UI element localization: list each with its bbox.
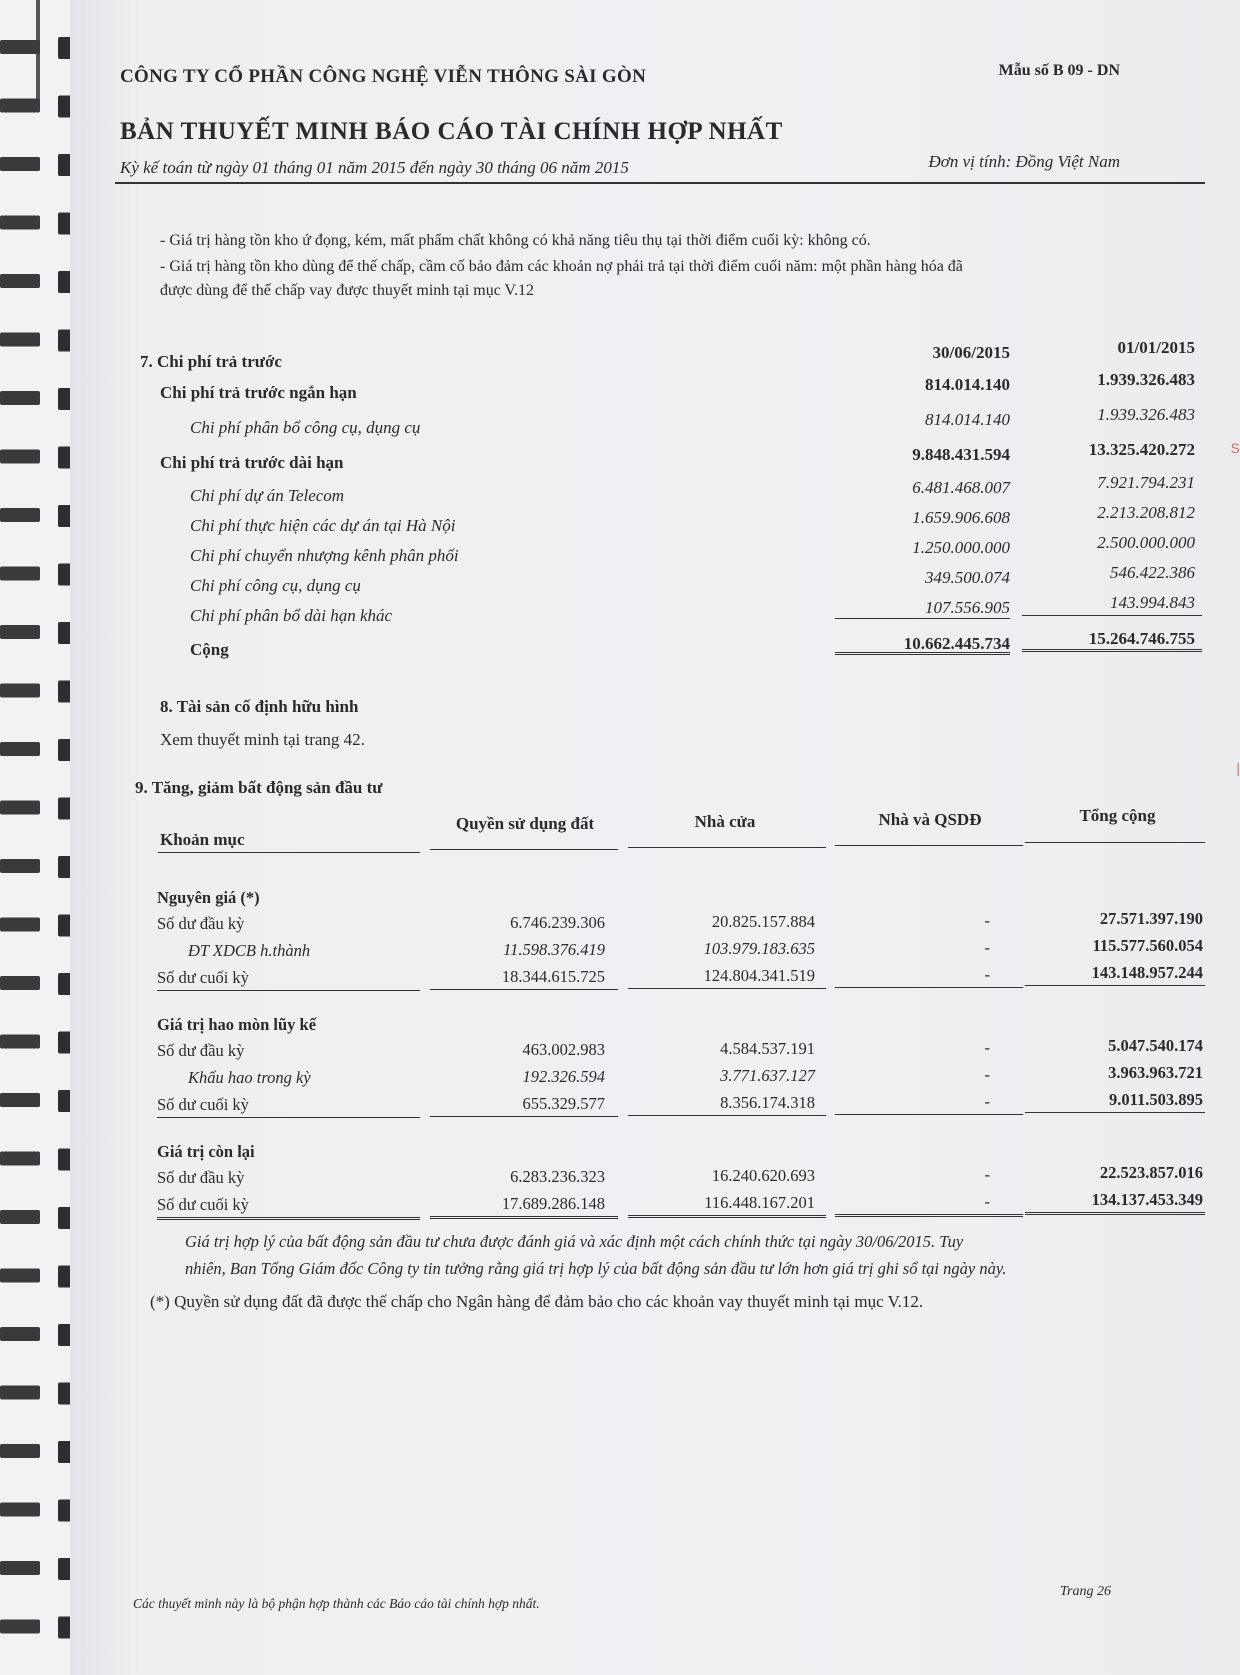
s7-row-value-1: 107.556.905 bbox=[925, 598, 1010, 617]
s9-cell: 17.689.286.148 bbox=[501, 1194, 605, 1213]
binding-ring bbox=[0, 1035, 40, 1049]
s7-row-label: Chi phí chuyển nhượng kênh phân phối bbox=[190, 546, 459, 565]
binding-ring bbox=[0, 274, 40, 288]
s9-cell: 463.002.983 bbox=[522, 1040, 605, 1059]
binding-ring bbox=[0, 450, 40, 464]
binding-ring bbox=[0, 801, 40, 815]
s9-cell: 20.825.157.884 bbox=[711, 912, 815, 931]
fair-value-note-1: Giá trị hợp lý của bất động sản đầu tư chưa được đánh giá và xác định một cách chính thức tại ngày 30/06/2015. Tuy bbox=[185, 1232, 964, 1251]
s9-rule bbox=[157, 1117, 420, 1118]
section-9-title: 9. Tăng, giảm bất động sản đầu tư bbox=[135, 778, 383, 797]
s9-rule bbox=[430, 1216, 618, 1219]
binding-ring bbox=[0, 99, 40, 113]
form-number: Mẫu số B 09 - DN bbox=[998, 62, 1120, 79]
s7-row-value-1: 10.662.445.734 bbox=[903, 634, 1010, 653]
s9-cell: - bbox=[984, 911, 990, 930]
s9-cell: 143.148.957.244 bbox=[1091, 963, 1203, 982]
document-title: BẢN THUYẾT MINH BÁO CÁO TÀI CHÍNH HỢP NHẤT bbox=[120, 118, 783, 145]
s9-cell: 3.771.637.127 bbox=[720, 1066, 815, 1085]
s9-row-label: Số dư cuối kỳ bbox=[157, 1095, 249, 1114]
section-8-text: Xem thuyết minh tại trang 42. bbox=[160, 730, 365, 749]
s9-group-title: Giá trị còn lại bbox=[157, 1142, 255, 1161]
s9-cell: 116.448.167.201 bbox=[704, 1193, 815, 1212]
binding-ring bbox=[0, 333, 40, 347]
binding-ring bbox=[0, 1444, 40, 1458]
s9-row-label: Số dư cuối kỳ bbox=[157, 968, 249, 987]
binding-ring bbox=[0, 625, 40, 639]
s9-rule bbox=[628, 1215, 826, 1218]
s9-rule bbox=[1025, 1212, 1205, 1215]
footer-text: Các thuyết minh này là bộ phận hợp thành các Báo cáo tài chính hợp nhất. bbox=[133, 1596, 540, 1611]
s9-row-label: Số dư đầu kỳ bbox=[157, 1041, 245, 1060]
s9-cell: 5.047.540.174 bbox=[1108, 1036, 1203, 1055]
s7-row-value-1: 349.500.074 bbox=[925, 568, 1010, 587]
s7-row-value-1: 1.250.000.000 bbox=[912, 538, 1010, 557]
s7-row-label: Chi phí dự án Telecom bbox=[190, 486, 345, 505]
s9-head-rule-4 bbox=[835, 845, 1023, 846]
s9-rule bbox=[157, 1217, 420, 1220]
s7-row-value-1: 814.014.140 bbox=[925, 375, 1010, 394]
s9-head-rule-3 bbox=[628, 847, 826, 848]
s7-row-value-1: 814.014.140 bbox=[925, 410, 1010, 429]
s9-cell: 8.356.174.318 bbox=[720, 1093, 815, 1112]
s9-cell: - bbox=[984, 1038, 990, 1057]
binding-ring bbox=[0, 567, 40, 581]
s9-row-label: Số dư cuối kỳ bbox=[157, 1195, 249, 1214]
stamp-fragment: | bbox=[1236, 760, 1240, 776]
s9-cell: - bbox=[984, 1065, 990, 1084]
s9-cell: 22.523.857.016 bbox=[1099, 1163, 1203, 1182]
s9-cell: 11.598.376.419 bbox=[503, 940, 605, 959]
binding-ring bbox=[0, 684, 40, 698]
s9-rule bbox=[1025, 985, 1205, 986]
s9-cell: - bbox=[984, 1192, 990, 1211]
s7-row-value-1: 6.481.468.007 bbox=[912, 478, 1010, 497]
binding-ring bbox=[0, 40, 40, 54]
s7-row-label: Chi phí phân bổ dài hạn khác bbox=[190, 606, 393, 625]
intro-line-1: - Giá trị hàng tồn kho ứ đọng, kém, mất phẩm chất không có khả năng tiêu thụ tại thời điểm cuối kỳ: không có. bbox=[160, 232, 871, 249]
section-7-title: 7. Chi phí trả trước bbox=[140, 352, 282, 371]
binding-ring bbox=[0, 976, 40, 990]
s9-group-title: Giá trị hao mòn lũy kế bbox=[157, 1015, 317, 1034]
s9-row-label: ĐT XDCB h.thành bbox=[188, 941, 311, 960]
s9-rule bbox=[430, 989, 618, 990]
s9-head-rule-1 bbox=[158, 852, 420, 853]
s7-row-value-2: 1.939.326.483 bbox=[1097, 370, 1195, 389]
s7-row-label: Chi phí thực hiện các dự án tại Hà Nội bbox=[190, 516, 456, 535]
s7-row-value-2: 2.213.208.812 bbox=[1097, 503, 1195, 522]
accounting-period: Kỳ kế toán từ ngày 01 tháng 01 năm 2015 đến ngày 30 tháng 06 năm 2015 bbox=[120, 158, 629, 177]
s7-subtotal-rule-2 bbox=[1022, 615, 1202, 616]
s9-rule bbox=[835, 1114, 1023, 1115]
binding-ring bbox=[0, 1620, 40, 1634]
s9-cell: 134.137.453.349 bbox=[1091, 1190, 1203, 1209]
intro-line-3: được dùng để thế chấp vay được thuyết minh tại mục V.12 bbox=[160, 282, 535, 299]
s9-cell: 27.571.397.190 bbox=[1099, 909, 1203, 928]
s9-row-label: Khấu hao trong kỳ bbox=[188, 1068, 311, 1087]
s9-cell: - bbox=[984, 1092, 990, 1111]
binding-ring bbox=[0, 742, 40, 756]
s9-cell: 103.979.183.635 bbox=[703, 939, 815, 958]
s9-cell: 4.584.537.191 bbox=[720, 1039, 815, 1058]
s9-cell: 655.329.577 bbox=[522, 1094, 605, 1113]
binding-ring bbox=[0, 157, 40, 171]
s9-cell: - bbox=[984, 938, 990, 957]
s9-row-label: Số dư đầu kỳ bbox=[157, 1168, 245, 1187]
s9-head-rule-2 bbox=[430, 849, 618, 850]
s9-cell: 124.804.341.519 bbox=[703, 966, 815, 985]
s7-subtotal-rule-1 bbox=[835, 618, 1010, 619]
s9-cell: - bbox=[984, 965, 990, 984]
s9-cell: 3.963.963.721 bbox=[1108, 1063, 1203, 1082]
currency-unit: Đơn vị tính: Đồng Việt Nam bbox=[928, 152, 1120, 171]
s7-row-value-2: 143.994.843 bbox=[1110, 593, 1195, 612]
binding-ring bbox=[0, 391, 40, 405]
s9-cell: 18.344.615.725 bbox=[501, 967, 605, 986]
binding-ring bbox=[0, 216, 40, 230]
binding-ring bbox=[0, 1093, 40, 1107]
document-page bbox=[70, 0, 1240, 1675]
binding-ring bbox=[0, 1152, 40, 1166]
s9-cell: 16.240.620.693 bbox=[711, 1166, 815, 1185]
s9-cell: 6.283.236.323 bbox=[510, 1167, 605, 1186]
binding-ring bbox=[0, 1561, 40, 1575]
s7-col-head-1: 30/06/2015 bbox=[932, 343, 1010, 362]
s7-row-label: Chi phí công cụ, dụng cụ bbox=[190, 576, 361, 595]
s9-cell: 6.746.239.306 bbox=[510, 913, 605, 932]
s9-rule bbox=[628, 1115, 826, 1116]
s7-row-value-2: 2.500.000.000 bbox=[1097, 533, 1195, 552]
intro-line-2: - Giá trị hàng tồn kho dùng để thế chấp, cầm cố bảo đảm các khoản nợ phải trả tại thời điểm cuối năm: một phần hàng hóa đã bbox=[160, 258, 963, 275]
s7-total-rule-2 bbox=[1022, 649, 1202, 652]
binding-ring bbox=[0, 1386, 40, 1400]
s9-head-house: Nhà cửa bbox=[694, 812, 756, 831]
s9-rule bbox=[835, 987, 1023, 988]
s7-total-rule-1 bbox=[835, 652, 1010, 655]
s9-rule bbox=[628, 988, 826, 989]
s9-group-title: Nguyên giá (*) bbox=[157, 888, 260, 907]
binding-ring bbox=[0, 508, 40, 522]
binding-ring bbox=[0, 1210, 40, 1224]
s7-row-label: Chi phí trả trước dài hạn bbox=[160, 453, 344, 472]
s9-head-rule-5 bbox=[1025, 842, 1205, 843]
s7-row-label: Chi phí phân bổ công cụ, dụng cụ bbox=[190, 418, 421, 437]
s9-cell: 115.577.560.054 bbox=[1092, 936, 1203, 955]
s9-cell: 9.011.503.895 bbox=[1109, 1090, 1203, 1109]
binding-ring bbox=[0, 1269, 40, 1283]
s7-row-value-2: 1.939.326.483 bbox=[1097, 405, 1195, 424]
footnote: (*) Quyền sử dụng đất đã được thế chấp cho Ngân hàng để đảm bảo cho các khoản vay thuyết minh tại mục V.12. bbox=[150, 1292, 924, 1311]
s9-rule bbox=[430, 1116, 618, 1117]
s9-rule bbox=[1025, 1112, 1205, 1113]
s7-row-value-2: 7.921.794.231 bbox=[1097, 473, 1195, 492]
s7-col-head-2: 01/01/2015 bbox=[1117, 338, 1195, 357]
s7-row-value-2: 13.325.420.272 bbox=[1088, 440, 1195, 459]
binding-ring bbox=[0, 859, 40, 873]
s9-head-house-land: Nhà và QSDĐ bbox=[878, 810, 982, 829]
s9-head-land: Quyền sử dụng đất bbox=[455, 814, 595, 833]
section-8-title: 8. Tài sản cố định hữu hình bbox=[160, 697, 359, 716]
stamp-fragment: S bbox=[1230, 440, 1240, 456]
binding-ring bbox=[0, 1327, 40, 1341]
s7-row-label: Chi phí trả trước ngắn hạn bbox=[160, 383, 357, 402]
page-number: Trang 26 bbox=[1060, 1584, 1111, 1599]
binding-ring bbox=[0, 1503, 40, 1517]
s7-row-value-2: 15.264.746.755 bbox=[1088, 629, 1195, 648]
s9-cell: - bbox=[984, 1165, 990, 1184]
s9-head-total: Tổng cộng bbox=[1079, 806, 1156, 825]
binding-ring bbox=[0, 918, 40, 932]
fair-value-note-2: nhiên, Ban Tổng Giám đốc Công ty tin tưởng rằng giá trị hợp lý của bất động sản đầu tư lớn hơn giá trị ghi sổ tại ngày này. bbox=[185, 1259, 1007, 1278]
s9-row-label: Số dư đầu kỳ bbox=[157, 914, 245, 933]
s9-rule bbox=[835, 1214, 1023, 1217]
s9-cell: 192.326.594 bbox=[522, 1067, 605, 1086]
s7-row-value-1: 9.848.431.594 bbox=[912, 445, 1010, 464]
s7-row-value-1: 1.659.906.608 bbox=[912, 508, 1010, 527]
company-name: CÔNG TY CỔ PHẦN CÔNG NGHỆ VIỄN THÔNG SÀI GÒN bbox=[120, 66, 647, 87]
s7-row-label: Cộng bbox=[190, 640, 229, 659]
s9-rule bbox=[157, 990, 420, 991]
s9-head-item: Khoản mục bbox=[160, 830, 245, 849]
header-rule bbox=[115, 182, 1205, 184]
s7-row-value-2: 546.422.386 bbox=[1110, 563, 1195, 582]
